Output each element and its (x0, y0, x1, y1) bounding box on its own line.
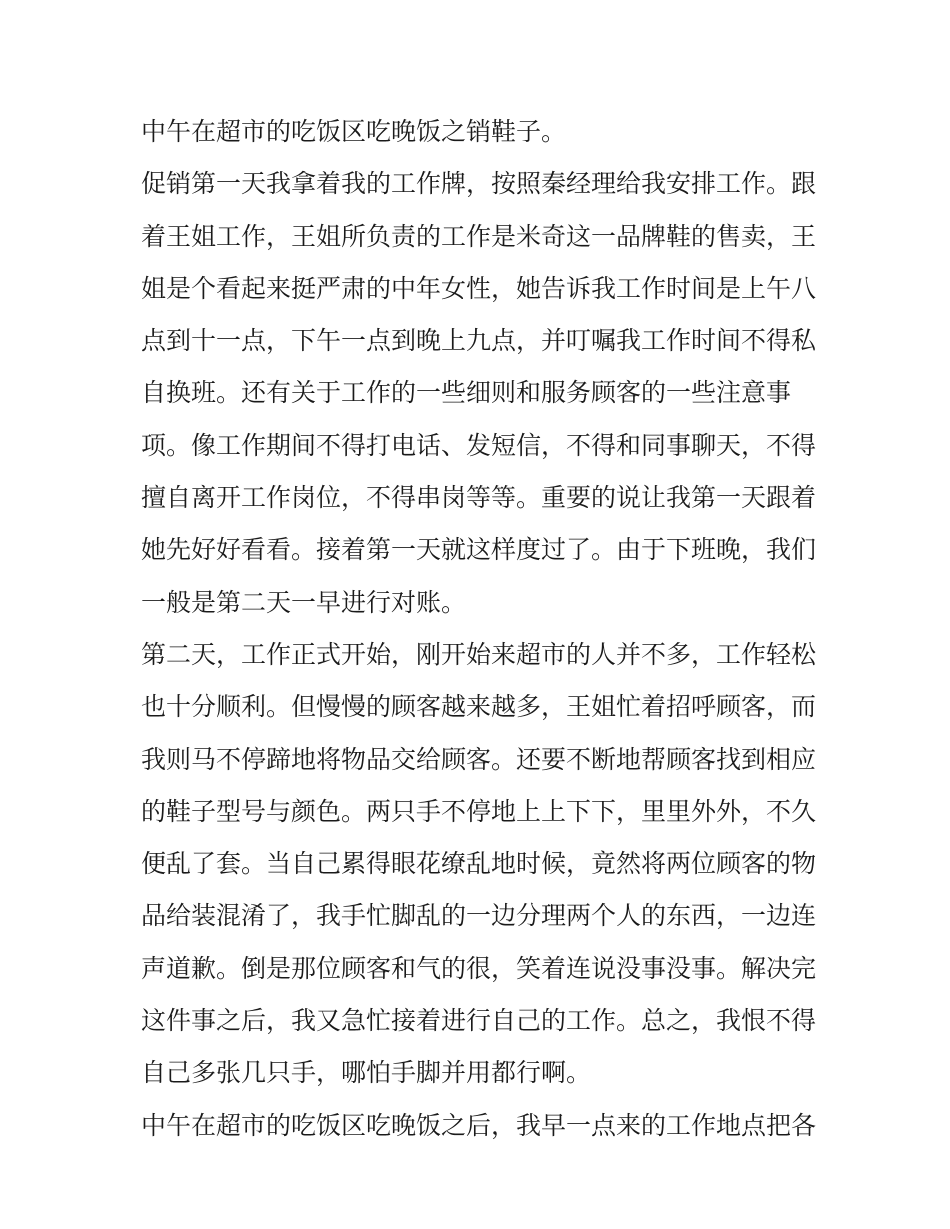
text-line-13: 我则马不停蹄地将物品交给顾客。还要不断地帮顾客找到相应 (141, 744, 817, 774)
text-line-17: 声道歉。倒是那位顾客和气的很，笑着连说没事没事。解决完 (141, 953, 817, 983)
body-text (141, 106, 821, 1152)
text-line-4: 姐是个看起来挺严肃的中年女性，她告诉我工作时间是上午八 (141, 273, 817, 303)
text-line-15: 便乱了套。当自己累得眼花缭乱地时候，竟然将两位顾客的物 (141, 849, 817, 879)
text-line-20: 中午在超市的吃饭区吃晚饭之后，我早一点来的工作地点把各 (141, 1110, 817, 1140)
text-line-8: 擅自离开工作岗位，不得串岗等等。重要的说让我第一天跟着 (141, 483, 817, 513)
text-line-11: 第二天，工作正式开始，刚开始来超市的人并不多，工作轻松 (141, 639, 817, 669)
text-line-5: 点到十一点，下午一点到晚上九点，并叮嘱我工作时间不得私 (141, 326, 817, 356)
text-line-1: 中午在超市的吃饭区吃晚饭之销鞋子。 (141, 117, 567, 146)
text-line-12: 也十分顺利。但慢慢的顾客越来越多，王姐忙着招呼顾客，而 (141, 692, 817, 722)
text-line-2: 促销第一天我拿着我的工作牌，按照秦经理给我安排工作。跟 (141, 169, 817, 199)
text-line-7: 项。像工作期间不得打电话、发短信，不得和同事聊天，不得 (141, 430, 817, 460)
text-line-9: 她先好好看看。接着第一天就这样度过了。由于下班晚，我们 (141, 535, 817, 565)
text-line-6: 自换班。还有关于工作的一些细则和服务顾客的一些注意事 (141, 378, 792, 408)
text-line-14: 的鞋子型号与颜色。两只手不停地上上下下，里里外外，不久 (141, 796, 817, 826)
text-line-18: 这件事之后，我又急忙接着进行自己的工作。总之，我恨不得 (141, 1006, 817, 1036)
text-line-19: 自己多张几只手，哪怕手脚并用都行啊。 (141, 1058, 592, 1088)
text-line-16: 品给装混淆了，我手忙脚乱的一边分理两个人的东西，一边连 (141, 901, 817, 931)
text-line-10: 一般是第二天一早进行对账。 (141, 587, 467, 617)
text-line-3: 着王姐工作，王姐所负责的工作是米奇这一品牌鞋的售卖，王 (141, 221, 817, 251)
